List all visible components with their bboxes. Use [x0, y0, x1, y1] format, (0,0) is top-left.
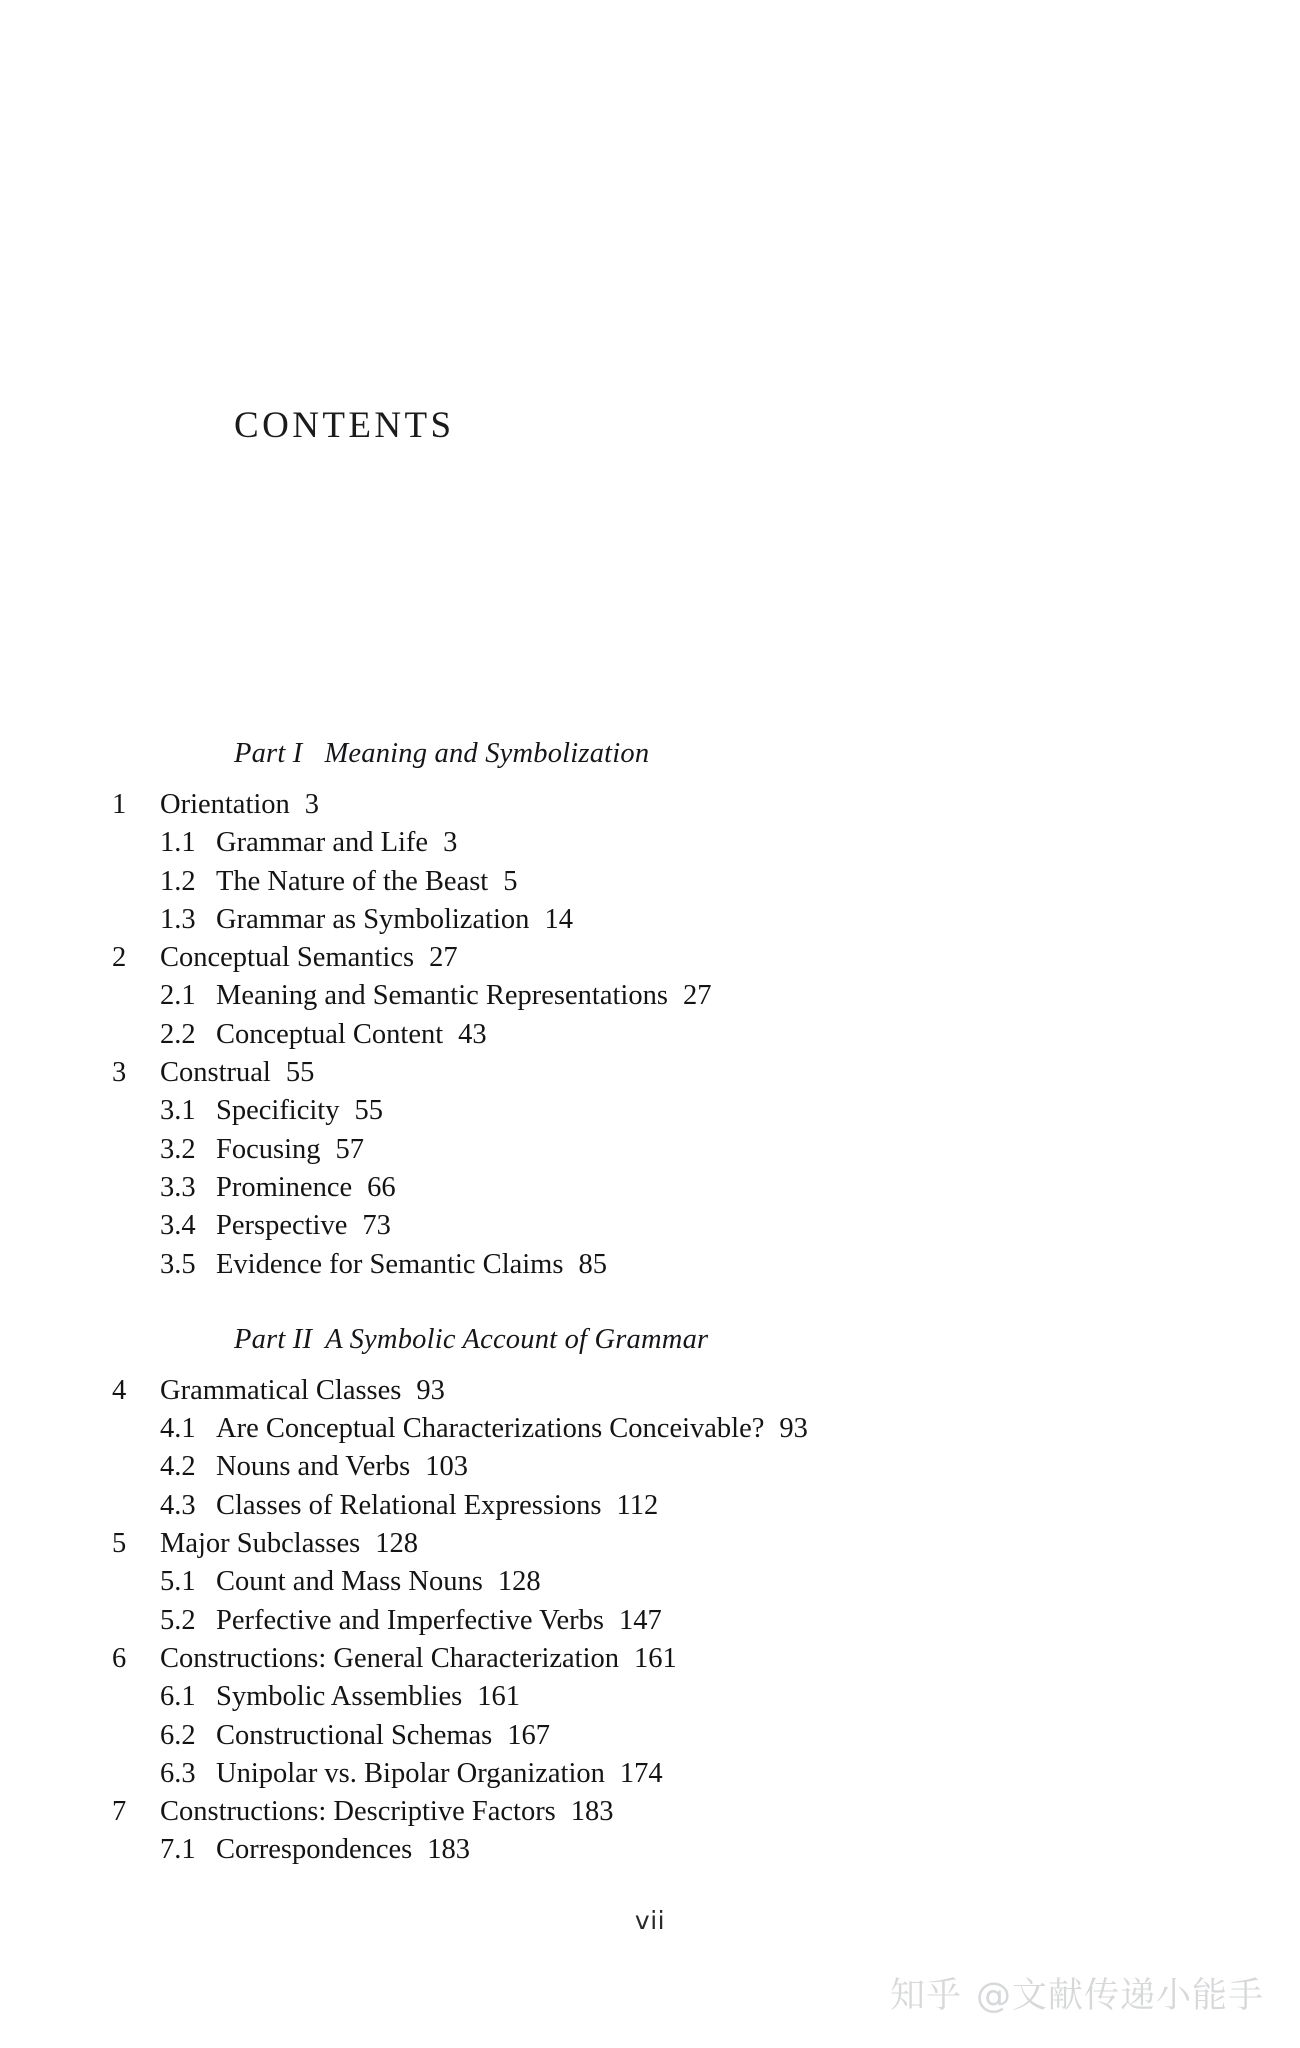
entry-number: 6.1 [160, 1681, 196, 1713]
toc-section-entry[interactable] [0, 1487, 1300, 1525]
entry-number: 5 [112, 1528, 127, 1560]
entry-title: Evidence for Semantic Claims [216, 1248, 564, 1280]
toc-chapter-entry[interactable] [0, 1054, 1300, 1092]
folio-page-number: vii [634, 1906, 666, 1935]
entry-number: 7 [112, 1796, 127, 1828]
entry-title: Construal [160, 1057, 271, 1089]
toc-chapter-entry[interactable] [0, 1640, 1300, 1678]
toc-section-entry[interactable] [0, 1207, 1300, 1245]
toc-section-entry[interactable] [0, 1016, 1300, 1054]
entry-page-number: 85 [578, 1248, 607, 1280]
entry-page-number: 5 [503, 865, 518, 897]
table-of-contents [0, 738, 1300, 1870]
toc-section-entry[interactable] [0, 1755, 1300, 1793]
entry-number: 2.2 [160, 1018, 196, 1050]
entry-number: 6.3 [160, 1757, 196, 1789]
toc-section-entry[interactable] [0, 1448, 1300, 1486]
entry-title: Count and Mass Nouns [216, 1566, 483, 1598]
entry-number: 2.1 [160, 980, 196, 1012]
entry-number: 2 [112, 942, 127, 974]
toc-section-entry[interactable] [0, 1717, 1300, 1755]
entry-page-number: 103 [425, 1451, 468, 1483]
entry-page-number: 147 [619, 1604, 662, 1636]
entry-number: 1.2 [160, 865, 196, 897]
entry-title: Constructions: General Characterization [160, 1642, 620, 1674]
toc-section-entry[interactable] [0, 1131, 1300, 1169]
entry-title: Perfective and Imperfective Verbs [216, 1604, 605, 1636]
entry-title: Classes of Relational Expressions [216, 1489, 602, 1521]
entry-page-number: 128 [497, 1566, 541, 1598]
entry-number: 3.2 [160, 1133, 196, 1165]
entry-page-number: 167 [507, 1719, 550, 1751]
watermark-site: 知乎 [889, 1976, 962, 2016]
entry-number: 3 [112, 1057, 127, 1089]
toc-section-entry[interactable] [0, 1410, 1300, 1448]
entry-page-number: 161 [477, 1681, 520, 1713]
entry-title: Constructional Schemas [216, 1719, 493, 1751]
entry-title: Grammar as Symbolization [216, 903, 530, 935]
entry-page-number: 93 [416, 1374, 445, 1406]
toc-chapter-entry[interactable] [0, 1372, 1300, 1410]
entry-number: 3.3 [160, 1171, 196, 1203]
entry-title: Perspective [216, 1210, 348, 1242]
entry-number: 3.1 [160, 1095, 196, 1127]
entry-page-number: 3 [443, 827, 458, 859]
entry-title: Major Subclasses [160, 1528, 361, 1560]
part-title: Meaning and Symbolization [324, 738, 650, 769]
toc-section-entry[interactable] [0, 1563, 1300, 1601]
entry-number: 5.1 [160, 1566, 196, 1598]
toc-section-entry[interactable] [0, 1246, 1300, 1284]
watermark [890, 1968, 1264, 2018]
toc-chapter-entry[interactable] [0, 1793, 1300, 1831]
part-heading [0, 1324, 1300, 1356]
toc-section-entry[interactable] [0, 1169, 1300, 1207]
toc-section-entry[interactable] [0, 1678, 1300, 1716]
entry-title: Orientation [160, 789, 290, 820]
toc-section-entry[interactable] [0, 1831, 1300, 1869]
toc-section-entry[interactable] [0, 863, 1300, 901]
entry-page-number: 55 [285, 1057, 315, 1089]
entry-number: 6 [112, 1642, 127, 1674]
entry-page-number: 14 [544, 903, 573, 935]
entry-title: Focusing [216, 1133, 321, 1165]
entry-title: Prominence [216, 1171, 353, 1203]
entry-title: Conceptual Semantics [160, 942, 415, 974]
toc-section-entry[interactable] [0, 1092, 1300, 1130]
entry-page-number: 161 [634, 1642, 677, 1674]
entry-title: Constructions: Descriptive Factors [160, 1796, 556, 1828]
watermark-handle: @文献传递小能手 [975, 1976, 1264, 2016]
part-label: Part II [234, 1323, 313, 1355]
toc-chapter-entry[interactable] [0, 1525, 1300, 1563]
entry-number: 4.3 [160, 1489, 196, 1521]
entry-number: 4.2 [160, 1451, 196, 1483]
entry-number: 3.4 [160, 1210, 196, 1242]
entry-title: Are Conceptual Characterizations Conceivable? [216, 1413, 765, 1445]
entry-page-number: 112 [616, 1489, 659, 1521]
entry-title: Symbolic Assemblies [216, 1681, 463, 1713]
entry-page-number: 43 [458, 1018, 487, 1050]
toc-section-entry[interactable] [0, 824, 1300, 862]
entry-number: 3.5 [160, 1248, 196, 1280]
entry-title: Grammatical Classes [160, 1374, 402, 1406]
entry-page-number: 93 [779, 1413, 808, 1445]
entry-number: 4 [112, 1374, 127, 1406]
toc-section-entry[interactable] [0, 901, 1300, 939]
entry-number: 1 [112, 789, 127, 820]
toc-section-entry[interactable] [0, 977, 1300, 1015]
toc-section-entry[interactable] [0, 1602, 1300, 1640]
entry-page-number: 183 [570, 1796, 614, 1828]
toc-part [0, 738, 1300, 1284]
entry-page-number: 55 [354, 1095, 383, 1127]
toc-part [0, 1324, 1300, 1870]
entry-page-number: 3 [304, 789, 320, 820]
entry-title: Nouns and Verbs [216, 1451, 411, 1483]
entry-number: 5.2 [160, 1604, 196, 1636]
entry-number: 6.2 [160, 1719, 196, 1751]
entry-page-number: 66 [367, 1171, 396, 1203]
entry-number: 4.1 [160, 1413, 196, 1445]
entry-title: Conceptual Content [216, 1018, 444, 1050]
entry-page-number: 73 [362, 1210, 391, 1242]
entry-title: Grammar and Life [216, 827, 429, 859]
entry-page-number: 57 [335, 1133, 365, 1165]
part-heading [0, 738, 1300, 770]
page-title: CONTENTS [234, 405, 455, 446]
entry-title: Correspondences [216, 1834, 413, 1866]
entry-title: The Nature of the Beast [216, 865, 489, 897]
entry-page-number: 27 [682, 980, 712, 1012]
entry-number: 1.3 [160, 903, 196, 935]
entry-page-number: 174 [619, 1757, 663, 1789]
toc-chapter-entry[interactable] [0, 939, 1300, 977]
part-title: A Symbolic Account of Grammar [325, 1323, 709, 1355]
entry-page-number: 128 [375, 1528, 419, 1560]
entry-page-number: 183 [427, 1834, 471, 1866]
entry-number: 1.1 [160, 827, 196, 859]
part-label: Part I [234, 738, 303, 769]
entry-title: Unipolar vs. Bipolar Organization [216, 1757, 605, 1789]
entry-title: Specificity [216, 1095, 340, 1127]
entry-title: Meaning and Semantic Representations [216, 980, 668, 1012]
toc-chapter-entry[interactable] [0, 786, 1300, 824]
entry-number: 7.1 [160, 1834, 196, 1866]
entry-page-number: 27 [429, 942, 458, 974]
